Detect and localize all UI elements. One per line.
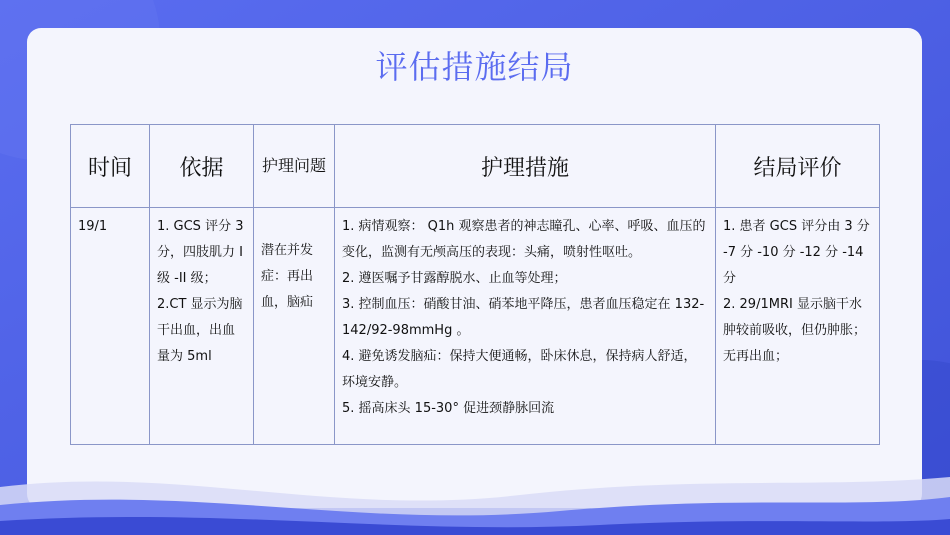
cell-measures bbox=[335, 208, 716, 445]
table-header-row bbox=[71, 125, 880, 208]
outcome-item: 2. 29/1MRI 显示脑干水肿较前吸收，但仍肿胀；无再出血； bbox=[723, 297, 867, 364]
cell-outcome bbox=[716, 208, 880, 445]
measure-item: 4. 避免诱发脑疝：保持大便通畅，卧床休息，保持病人舒适，环境安静。 bbox=[342, 349, 697, 390]
header-outcome: 结局评价 bbox=[716, 125, 880, 208]
measure-item: 3. 控制血压：硝酸甘油、硝苯地平降压，患者血压稳定在 132-142/92-98mmHg 。 bbox=[342, 297, 705, 338]
outcome-item: 1. 患者 GCS 评分由 3 分 -7 分 -10 分 -12 分 -14 分 bbox=[723, 219, 870, 286]
header-time: 时间 bbox=[71, 125, 150, 208]
nursing-table bbox=[70, 124, 880, 445]
problem-text: 潜在并发症：再出血，脑疝 bbox=[261, 243, 314, 310]
page-title: 评估措施结局 bbox=[375, 48, 574, 86]
measure-item: 5. 摇高床头 15-30° 促进颈静脉回流 bbox=[342, 401, 555, 416]
measure-item: 2. 遵医嘱予甘露醇脱水、止血等处理； bbox=[342, 271, 567, 286]
basis-item: 1. GCS 评分 3 分，四肢肌力 I 级 -II 级； bbox=[157, 219, 244, 286]
header-problem: 护理问题 bbox=[254, 125, 335, 208]
cell-basis bbox=[150, 208, 254, 445]
table-row bbox=[71, 208, 880, 445]
cell-time: 19/1 bbox=[71, 208, 150, 445]
basis-item: 2.CT 显示为脑干出血，出血量为 5ml bbox=[157, 297, 243, 364]
bottom-wave-decoration bbox=[0, 425, 950, 535]
header-basis: 依据 bbox=[150, 125, 254, 208]
header-measures: 护理措施 bbox=[335, 125, 716, 208]
cell-problem bbox=[254, 208, 335, 445]
measure-item: 1. 病情观察： Q1h 观察患者的神志瞳孔、心率、呼吸、血压的变化，监测有无颅高压的表现：头痛，喷射性呕吐。 bbox=[342, 219, 706, 260]
